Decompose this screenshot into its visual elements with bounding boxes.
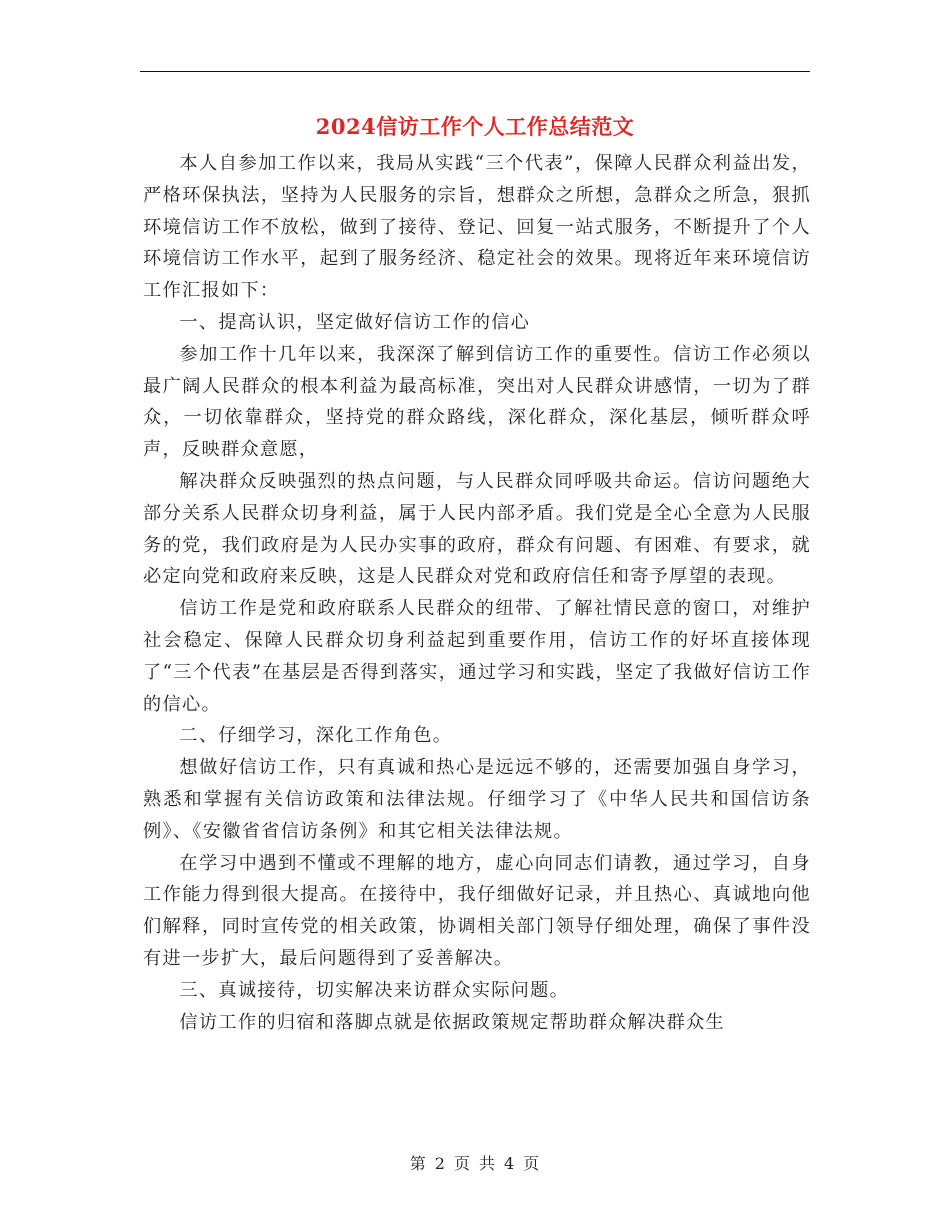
section-heading-3: 三、真诚接待，切实解决来访群众实际问题。	[179, 979, 570, 1001]
section-heading-2: 二、仔细学习，深化工作角色。	[179, 725, 453, 747]
document-title: 2024信访工作个人工作总结范文	[315, 114, 635, 139]
section-heading-1: 一、提高认识，坚定做好信访工作的信心	[179, 311, 531, 333]
footer-total-pages: 4	[504, 1154, 516, 1173]
paragraph: 信访工作的归宿和落脚点就是依据政策规定帮助群众解决群众生	[179, 1011, 726, 1033]
page-footer	[0, 1151, 950, 1174]
paragraph: 参加工作十几年以来，我深深了解到信访工作的重要性。信访工作必须以最广阔人民群众的根本利益为最高标准，突出对人民群众讲感情，一切为了群众，一切依靠群众，坚持党的群众路线，深化群众，深化基层，倾听群众呼声，反映群众意愿，	[143, 343, 811, 461]
paragraph: 解决群众反映强烈的热点问题，与人民群众同呼吸共命运。信访问题绝大部分关系人民群众切身利益，属于人民内部矛盾。我们党是全心全意为人民服务的党，我们政府是为人民办实事的政府，群众有问题、有困难、有要求，就必定向党和政府来反映，这是人民群众对党和政府信任和寄予厚望的表现。	[143, 470, 811, 588]
paragraph: 想做好信访工作，只有真诚和热心是远远不够的，还需要加强自身学习，熟悉和掌握有关信访政策和法律法规。仔细学习了《中华人民共和国信访条例》、《安徽省省信访条例》和其它相关法律法规。	[143, 757, 811, 842]
paragraph-intro: 本人自参加工作以来，我局从实践“三个代表”，保障人民群众利益出发，严格环保执法，坚持为人民服务的宗旨，想群众之所想，急群众之所急，狠抓环境信访工作不放松，做到了接待、登记、回复一站式服务，不断提升了个人环境信访工作水平，起到了服务经济、稳定社会的效果。现将近年来环境信访工作汇报如下：	[143, 153, 811, 302]
document-body	[143, 148, 811, 1038]
header-rule	[140, 71, 810, 72]
footer-total-suffix: 页	[523, 1154, 541, 1173]
paragraph: 信访工作是党和政府联系人民群众的纽带、了解社情民意的窗口，对维护社会稳定、保障人民群众切身利益起到重要作用，信访工作的好坏直接体现了“三个代表”在基层是否得到落实，通过学习和实践，坚定了我做好信访工作的信心。	[143, 598, 811, 715]
footer-page-word: 页	[453, 1154, 471, 1173]
footer-page-prefix: 第	[409, 1154, 427, 1173]
footer-page-number: 2	[434, 1154, 446, 1173]
footer-total-prefix: 共	[479, 1154, 497, 1173]
paragraph: 在学习中遇到不懂或不理解的地方，虚心向同志们请教，通过学习，自身工作能力得到很大提高。在接待中，我仔细做好记录，并且热心、真诚地向他们解释，同时宣传党的相关政策，协调相关部门领导仔细处理，确保了事件没有进一步扩大，最后问题得到了妥善解决。	[143, 852, 811, 969]
